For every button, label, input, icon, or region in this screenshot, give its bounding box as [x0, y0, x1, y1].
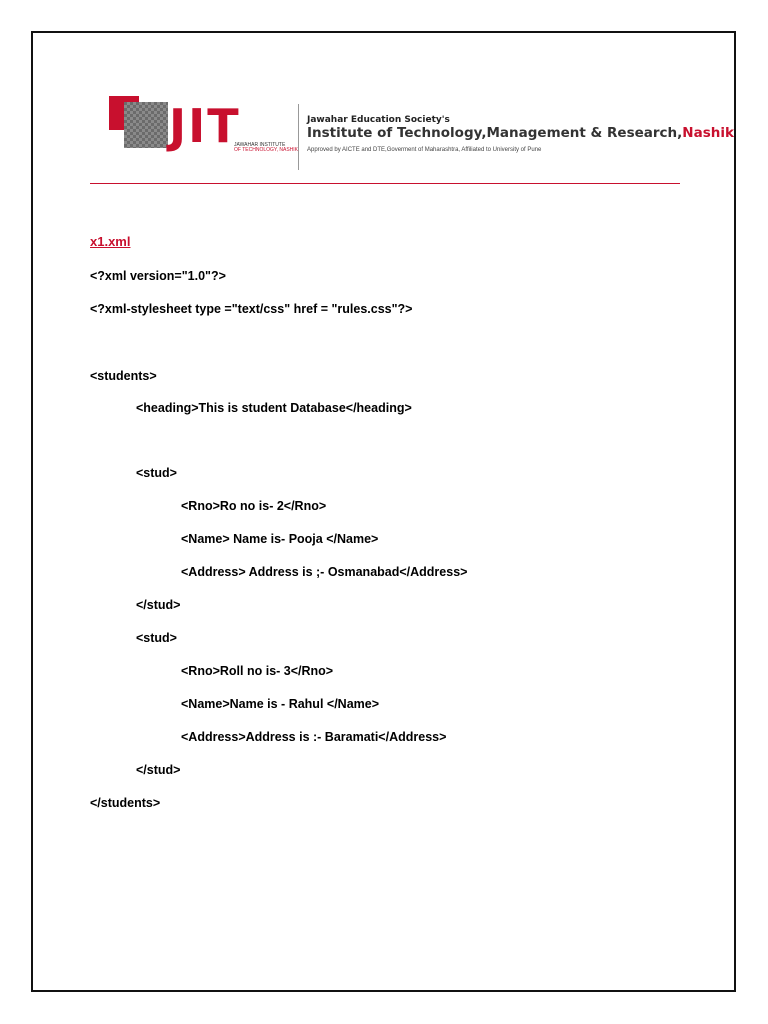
code-line: </students>	[90, 796, 161, 810]
code-line: <Name>Name is - Rahul </Name>	[181, 697, 380, 711]
code-line: <students>	[90, 369, 157, 383]
code-line: <Address> Address is ;- Osmanabad</Address>	[181, 565, 468, 579]
code-line: <Address>Address is :- Baramati</Address>	[181, 730, 447, 744]
code-line: <Rno>Roll no is- 3</Rno>	[181, 664, 334, 678]
code-line: <heading>This is student Database</heading>	[136, 401, 412, 415]
code-line: <stud>	[136, 631, 177, 645]
header-divider	[298, 104, 299, 170]
institute-main: Institute of Technology,Management & Research,	[307, 125, 683, 141]
file-title: x1.xml	[90, 234, 131, 249]
code-line: </stud>	[136, 598, 181, 612]
institute-name	[307, 125, 734, 141]
logo-text: JIT	[169, 99, 241, 153]
jit-logo	[109, 96, 298, 156]
logo-subtitle-line1: JAWAHAR INSTITUTE	[234, 142, 286, 148]
logo-subtitle-line2: OF TECHNOLOGY, NASHIK	[234, 147, 298, 153]
logo-grey-block	[124, 102, 168, 148]
code-line: <Name> Name is- Pooja </Name>	[181, 532, 379, 546]
code-line: <stud>	[136, 466, 177, 480]
header-rule	[90, 183, 680, 184]
code-line: <?xml version="1.0"?>	[90, 269, 226, 283]
code-line: </stud>	[136, 763, 181, 777]
society-name: Jawahar Education Society's	[307, 115, 450, 125]
approval-text: Approved by AICTE and DTE,Goverment of Maharashtra, Affiliated to University of Pune	[307, 147, 542, 153]
institute-city: Nashik	[682, 125, 734, 141]
code-line: <Rno>Ro no is- 2</Rno>	[181, 499, 327, 513]
code-line: <?xml-stylesheet type ="text/css" href = "rules.css"?>	[90, 302, 413, 316]
page-border	[31, 31, 736, 992]
